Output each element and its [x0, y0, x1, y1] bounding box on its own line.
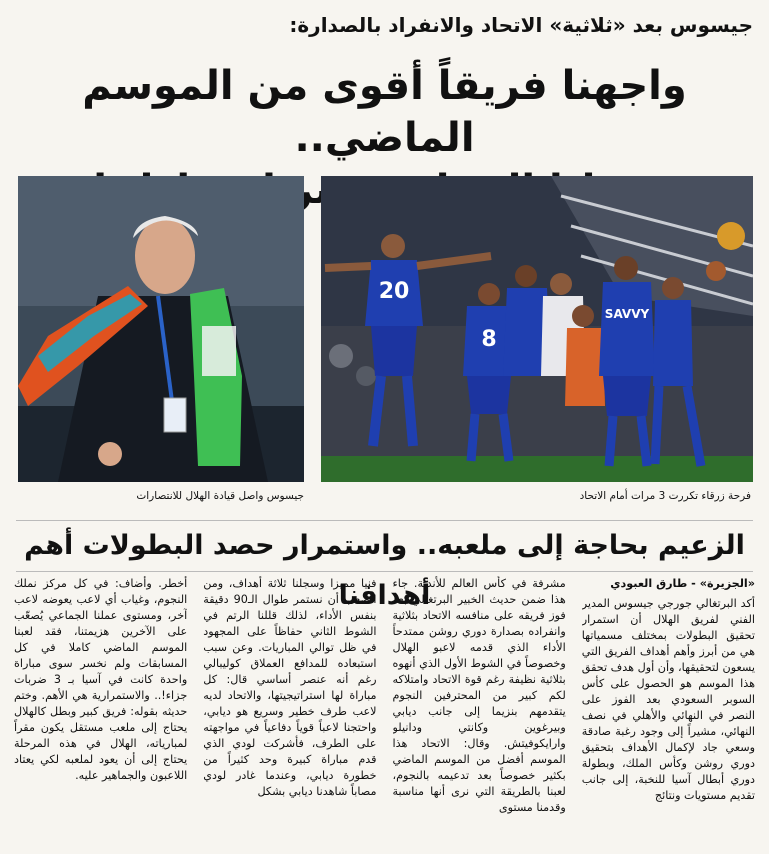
celebration-photo: [321, 176, 753, 482]
subheadline: الزعيم بحاجة إلى ملعبه.. واستمرار حصد البطولات أهم أهدافنا: [16, 520, 753, 572]
coach-photo: [18, 176, 304, 482]
player-20-number: 20: [378, 279, 410, 304]
accreditation-badge: [164, 398, 186, 432]
article-column-1: [582, 576, 755, 848]
headline-line-1: واجهنا فريقاً أقوى من الموسم الماضي..: [82, 63, 687, 161]
column-2-text: مشرفة في كأس العالم للأندية. جاء هذا ضمن حديث الخبير البرتغالي بعد فوز فريقه على منافسه الاتحاد بثلاثية وانفراده بصدارة دوري روشن ممتدحاً الأداء الذي قدمه لاعبو الهلال وخصوصاً في الشوط الأول الذي أنهوه بثلاثية نظيفة رغم قوة الاتحاد وامتلاكه لكم كبير من المحترفين النجوم يتقدمهم بنزيما إلى جانب ديابي وبيرغوين وكانتي ودانيلو وارايكوفيتش. وقال: الاتحاد هذا الموسم أفضل من الموسم الماضي بكثير خصوصاً بعد تدعيمه بالنجوم، لعبنا بالطريقة التي نرى أنها مناسبة وقدمنا مستوى: [392, 577, 566, 814]
coach-illustration: [18, 176, 304, 482]
celebration-illustration: [321, 176, 753, 482]
article-column-4: [14, 576, 187, 848]
article-column-3: [203, 576, 376, 848]
caption-left: جيسوس واصل قيادة الهلال للانتصارات: [136, 490, 304, 502]
column-3-text: فنيا مميزا وسجلنا ثلاثة أهداف، ومن الصعب أن نستمر طوال الـ90 دقيقة بنفس الأداء، لذلك قللنا الرتم في الشوط الثاني حفاظاً على المجهود في ظل توالي المباريات. وعن سبب استبعاده للمدافع العملاق كوليبالي رغم أنه عنصر أساسي قال: كل مباراة لها استراتيجيتها، والاتحاد لديه لاعب طرف خطير وسريع هو ديابي، واحتجنا لاعباً قوياً دفاعياً في مواجهته على الطرف، فأشركت لودي الذي قدم مباراة كبيرة وحد كثيراً من خطورة ديابي، وعندما غادر لودي مصاباً شاهدنا ديابي بشكل: [203, 577, 377, 798]
player-8-number: 8: [481, 327, 497, 352]
byline: «الجزيرة» - طارق العبودي: [610, 577, 755, 590]
column-1-text: أكد البرتغالي جورجي جيسوس المدير الفني لفريق الهلال أن استمرار تحقيق البطولات بمختلف مسمياتها هي من أبرز وأهم أهداف الفريق التي يسعون لتحقيقها، وأن أول هدف تحقق هذا الموسم هو الحصول على كأس السوبر السعودي بعد الفوز على النصر في النهائي والأهلي في نصف النهائي، مشيراً إلى وجود رغبة صادقة وسعي جاد لإكمال الأهداف بتحقيق دوري روشن وكأس الملك، وبطولة دوري أبطال آسيا للنخبة، إلى جانب تقديم مستويات ونتائج: [581, 597, 755, 802]
sponsor-text: SAVVY: [604, 307, 650, 321]
article-column-2: [393, 576, 566, 848]
caption-right: فرحة زرقاء تكررت 3 مرات أمام الاتحاد: [579, 490, 751, 502]
article-body: [14, 576, 755, 848]
column-4-text: أخطر. وأضاف: في كل مركز نملك النجوم، وغياب أي لاعب يعوضه لاعب آخر، ومستوى عملنا الجماعي يُصعّب على الآخرين هزيمتنا، فقد لعبنا الموسم الماضي كاملا في كل المسابقات ولم نخسر سوى مباراة واحدة كانت في آسيا بـ 3 ضربات جزاء!.. والاستمرارية هي الأهم. وختم حديثه بقوله: فريق كبير وبطل كالهلال يحتاج إلى ملعب مستقل يكون مقراً لمبارياته، الهلال في هذه المرحلة يحتاج إلى أن يعود لملعبه لكي يعتاد اللاعبون والجماهير عليه.: [14, 577, 188, 782]
coach-head: [135, 218, 195, 294]
kicker: جيسوس بعد «ثلاثية» الاتحاد والانفراد بالصدارة:: [289, 13, 753, 37]
